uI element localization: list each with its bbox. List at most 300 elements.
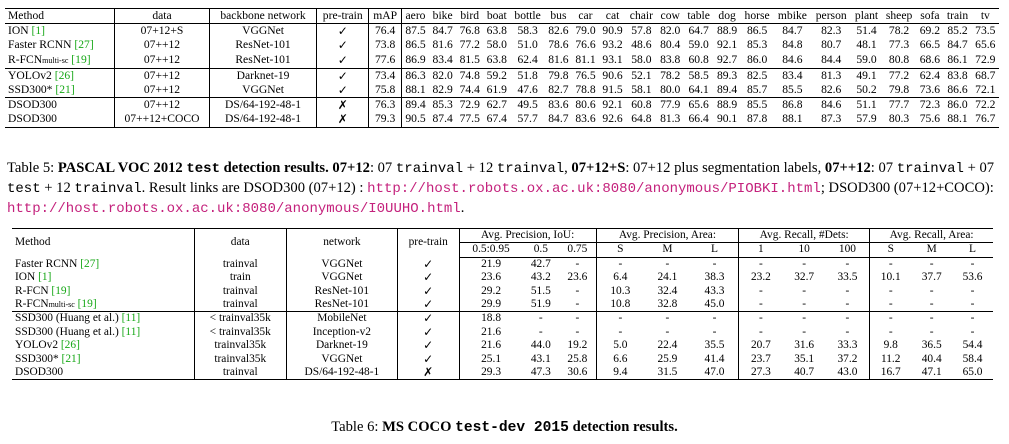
- class-ap-cell: 87.3: [811, 112, 851, 127]
- class-ap-cell: 81.5: [459, 53, 480, 67]
- class-ap-cell: 82.5: [741, 68, 774, 83]
- pretrain-cell: ✓: [317, 24, 369, 39]
- method-name: Faster RCNN: [8, 38, 72, 52]
- class-ap-cell: 86.3: [401, 68, 429, 83]
- method-name: DSOD300: [8, 98, 57, 112]
- class-ap-cell: 49.1: [851, 68, 882, 83]
- class-ap-cell: 83.6: [572, 112, 599, 127]
- metric-cell: 21.6: [459, 326, 523, 339]
- class-ap-cell: 65.6: [975, 38, 996, 52]
- metric-cell: 35.5: [704, 339, 725, 352]
- metric-cell: -: [826, 312, 870, 326]
- class-ap-cell: 60.8: [626, 98, 657, 113]
- class-ap-cell: 90.6: [599, 68, 626, 83]
- caption-6-title: MS COCO: [382, 419, 452, 435]
- metric-cell: -: [845, 298, 850, 311]
- class-ap-cell: 66.4: [684, 112, 714, 127]
- metric-cell: 10.3: [596, 285, 644, 298]
- pretrain-cell: ✓: [397, 257, 459, 271]
- data-cell: trainval: [194, 257, 286, 271]
- method-name: ION: [8, 24, 29, 38]
- table-row: [12, 353, 993, 366]
- class-ap-cell: 64.8: [626, 112, 657, 127]
- class-ap-cell: 90.9: [602, 24, 623, 38]
- metric-cell: 10.1: [870, 271, 912, 284]
- metric-cell: 54.4: [962, 339, 983, 352]
- network-cell: ResNet-101: [286, 285, 397, 298]
- metric-cell: 38.3: [704, 271, 725, 284]
- sub-header: 10: [783, 243, 826, 257]
- table-row: [12, 366, 993, 380]
- method-name: R-FCN: [15, 284, 49, 297]
- pretrain-cell: ✓: [397, 339, 459, 352]
- metric-cell: -: [970, 284, 975, 297]
- data-cell: trainval: [194, 285, 286, 298]
- metric-cell: 10.8: [596, 298, 644, 312]
- metric-cell: 43.1: [530, 352, 551, 365]
- column-header: chair: [626, 9, 657, 24]
- class-ap-cell: 68.6: [919, 53, 941, 67]
- column-header: data: [115, 9, 210, 24]
- class-ap-cell: 75.6: [916, 112, 943, 127]
- method-cell: [12, 353, 194, 366]
- metric-cell: 32.8: [657, 298, 678, 311]
- method-name: ION: [15, 271, 36, 284]
- metric-cell: -: [575, 325, 580, 338]
- caption-5-code: trainval: [74, 181, 142, 197]
- class-ap-cell: 85.7: [746, 83, 768, 97]
- metric-cell: -: [870, 298, 912, 312]
- metric-cell: -: [712, 325, 717, 338]
- class-ap-cell: 92.1: [599, 98, 626, 113]
- class-ap-cell: 63.8: [486, 53, 507, 67]
- network-cell: VGGNet: [286, 353, 397, 366]
- method-cell: [12, 366, 194, 380]
- metric-cell: 25.9: [657, 352, 678, 365]
- class-ap-cell: 86.8: [774, 98, 812, 113]
- metric-cell: 35.1: [794, 352, 815, 365]
- metric-cell: -: [970, 325, 975, 338]
- class-ap-cell: 78.2: [888, 24, 910, 38]
- header-pretrain: pre-train: [397, 229, 459, 258]
- data-cell: 07++12: [115, 98, 210, 113]
- method-name: R-FCN: [15, 298, 49, 311]
- citation: [19]: [51, 284, 71, 297]
- class-ap-cell: 86.1: [947, 53, 968, 67]
- metric-cell: 32.7: [794, 271, 815, 284]
- column-header: mbike: [774, 9, 812, 24]
- class-ap-cell: 79.8: [545, 68, 572, 83]
- citation: [19]: [77, 298, 97, 311]
- metric-cell: 47.1: [911, 366, 952, 380]
- metric-cell: -: [845, 284, 850, 297]
- network-cell: ResNet-101: [286, 298, 397, 312]
- data-cell: trainval35k: [194, 339, 286, 352]
- metric-cell: 21.9: [459, 257, 523, 271]
- class-ap-cell: 87.5: [401, 24, 429, 39]
- metric-cell: 9.4: [596, 366, 644, 380]
- metric-cell: 24.1: [657, 271, 678, 284]
- caption-5-text: : 07: [369, 160, 393, 176]
- metric-cell: -: [783, 312, 826, 326]
- metric-cell: 18.8: [459, 312, 523, 326]
- metric-cell: -: [845, 257, 850, 270]
- column-header: boat: [483, 9, 510, 24]
- metric-cell: 37.2: [837, 352, 858, 365]
- map-cell: 77.6: [369, 53, 402, 69]
- method-cell: [12, 285, 194, 298]
- network-cell: DS/64-192-48-1: [286, 366, 397, 380]
- sub-header: 100: [826, 243, 870, 257]
- table-row: [12, 312, 993, 326]
- metric-cell: 29.9: [459, 298, 523, 312]
- citation: [27]: [80, 257, 100, 270]
- metric-cell: -: [575, 284, 580, 297]
- column-header: bottle: [510, 9, 545, 24]
- metric-cell: 23.6: [459, 271, 523, 284]
- class-ap-cell: 92.1: [716, 38, 738, 52]
- metric-cell: 6.4: [596, 271, 644, 284]
- class-ap-cell: 64.1: [688, 83, 709, 97]
- sub-header: M: [644, 243, 691, 257]
- class-ap-cell: 88.9: [714, 98, 741, 113]
- class-ap-cell: 83.8: [660, 53, 681, 67]
- metric-cell: -: [575, 298, 580, 311]
- class-ap-cell: 73.5: [975, 24, 996, 38]
- backbone-cell: VGGNet: [209, 24, 316, 39]
- network-cell: VGGNet: [286, 257, 397, 271]
- caption-5-text: . Result links are DSOD300 (07+12) :: [141, 180, 364, 196]
- data-cell: 07++12: [115, 68, 210, 83]
- data-cell: 07++12: [115, 53, 210, 69]
- sub-header: 0.75: [559, 243, 596, 257]
- pretrain-cell: ✓: [317, 83, 369, 98]
- citation: [21]: [55, 83, 75, 97]
- caption-5-text: + 12: [44, 180, 71, 196]
- map-cell: 73.8: [369, 38, 402, 52]
- class-ap-cell: 77.7: [882, 98, 917, 113]
- metric-cell: 43.0: [826, 366, 870, 380]
- metric-cell: -: [870, 326, 912, 339]
- table-row: [5, 24, 999, 39]
- class-ap-cell: 85.3: [429, 98, 456, 113]
- class-ap-cell: 78.8: [575, 83, 596, 97]
- caption-6-title-end: detection results.: [572, 419, 678, 435]
- pretrain-cell: ✓: [397, 353, 459, 366]
- class-ap-cell: 86.0: [746, 53, 768, 67]
- sub-header: L: [691, 243, 739, 257]
- metric-cell: 6.6: [596, 353, 644, 366]
- caption-5-def3-key: 07++12: [824, 160, 871, 176]
- class-ap-cell: 76.6: [575, 38, 596, 52]
- metric-cell: 58.4: [962, 352, 983, 365]
- pretrain-cell: ✓: [317, 38, 369, 52]
- metric-cell: 36.5: [921, 339, 942, 352]
- result-link-dsod300-07-12-coco[interactable]: http://host.robots.ox.ac.uk:8080/anonymous/I0UUHO.html: [7, 201, 461, 217]
- method-name: SSD300 (Huang et al.): [15, 312, 119, 325]
- metric-cell: 33.5: [837, 271, 858, 284]
- method-name: Faster RCNN: [15, 257, 78, 270]
- method-name: DSOD300: [8, 112, 57, 126]
- table-row: [5, 53, 999, 69]
- metric-cell: -: [929, 298, 934, 311]
- class-ap-cell: 77.9: [657, 98, 684, 113]
- class-ap-cell: 78.2: [657, 68, 684, 83]
- class-ap-cell: 51.0: [517, 38, 538, 52]
- class-ap-cell: 93.1: [602, 53, 623, 67]
- class-ap-cell: 77.5: [456, 112, 483, 127]
- table-6-ms-coco-results: [12, 228, 993, 380]
- class-ap-cell: 82.6: [548, 24, 569, 38]
- metric-cell: -: [739, 298, 783, 312]
- metric-cell: -: [845, 325, 850, 338]
- class-ap-cell: 62.4: [517, 53, 538, 67]
- method-cell: [12, 312, 194, 326]
- metric-cell: -: [952, 312, 993, 326]
- class-ap-cell: 59.0: [856, 53, 877, 67]
- caption-5-text: .: [460, 200, 465, 216]
- metric-cell: 40.7: [783, 366, 826, 380]
- backbone-cell: ResNet-101: [209, 53, 316, 69]
- data-cell: train: [194, 271, 286, 284]
- map-cell: 75.8: [369, 83, 402, 98]
- method-subscript: multi-sc: [48, 300, 75, 310]
- class-ap-cell: 80.3: [882, 112, 917, 127]
- class-ap-cell: 50.2: [856, 83, 877, 97]
- caption-5-text: : 07+12 plus segmentation labels,: [625, 160, 822, 176]
- header-ar-area: Avg. Recall, Area:: [870, 229, 993, 243]
- sub-header: 0.5: [523, 243, 559, 257]
- citation: [11]: [121, 325, 141, 338]
- metric-cell: 47.3: [523, 366, 559, 380]
- metric-cell: -: [596, 326, 644, 339]
- class-ap-cell: 83.4: [432, 53, 453, 67]
- class-ap-cell: 90.5: [401, 112, 429, 127]
- class-ap-cell: 72.9: [456, 98, 483, 113]
- metric-cell: -: [970, 298, 975, 311]
- class-ap-cell: 84.8: [782, 38, 803, 52]
- class-ap-cell: 60.8: [688, 53, 709, 67]
- table-row: [12, 326, 993, 339]
- method-cell: [12, 257, 194, 271]
- column-header: mAP: [369, 9, 402, 24]
- table-5-caption: Table 5: PASCAL VOC 2012 test detection results. 07+12: 07 trainval + 12 trainval, 07+12+S: 07+12 plus segmentation labels, 07++12: 07 trainval + 07 test + 12 trainval. Result links are DSOD300 (07+12) : http://host.robots.ox.ac.uk:8080/anonymous/PIOBKI.html; DSOD300 (07+12+COCO): http://host.robots.ox.ac.uk:8080/anonymous/I0UUHO.html.: [7, 160, 995, 217]
- caption-5-def1-key: 07+12: [332, 160, 370, 176]
- caption-5-title-end: detection results.: [223, 160, 329, 176]
- method-cell: [12, 298, 194, 312]
- method-cell: [5, 24, 115, 39]
- column-header: bus: [545, 9, 572, 24]
- method-name: R-FCN: [8, 52, 43, 66]
- column-header: train: [943, 9, 971, 24]
- map-cell: 76.4: [369, 24, 402, 39]
- class-ap-cell: 59.0: [688, 38, 709, 52]
- table-row: [5, 112, 999, 127]
- class-ap-cell: 52.1: [626, 68, 657, 83]
- class-ap-cell: 84.6: [811, 98, 851, 113]
- class-ap-cell: 80.7: [821, 38, 842, 52]
- header-data: data: [194, 229, 286, 258]
- data-cell: 07+12+S: [115, 24, 210, 39]
- column-header: cat: [599, 9, 626, 24]
- column-header: pre-train: [317, 9, 369, 24]
- table-row: [5, 68, 999, 83]
- class-ap-cell: 81.1: [575, 53, 596, 67]
- class-ap-cell: 78.6: [548, 38, 569, 52]
- class-ap-cell: 80.6: [572, 98, 599, 113]
- class-ap-cell: 86.0: [943, 98, 971, 113]
- metric-cell: 22.4: [657, 339, 678, 352]
- network-cell: Inception-v2: [286, 326, 397, 339]
- method-cell: [12, 339, 194, 352]
- class-ap-cell: 69.2: [919, 24, 941, 38]
- class-ap-cell: 58.1: [631, 83, 652, 97]
- class-ap-cell: 90.1: [714, 112, 741, 127]
- class-ap-cell: 72.9: [975, 53, 996, 67]
- method-cell: [12, 271, 194, 284]
- sub-header: 0.5:0.95: [459, 243, 523, 257]
- metric-cell: -: [538, 325, 543, 338]
- header-method: Method: [12, 229, 194, 258]
- metric-cell: 5.0: [596, 339, 644, 352]
- metric-cell: 29.2: [459, 285, 523, 298]
- class-ap-cell: 62.4: [916, 68, 943, 83]
- header-network: network: [286, 229, 397, 258]
- class-ap-cell: 65.6: [684, 98, 714, 113]
- pretrain-cell: ✓: [317, 53, 369, 69]
- class-ap-cell: 82.7: [548, 83, 569, 97]
- class-ap-cell: 84.4: [821, 53, 842, 67]
- citation: [1]: [31, 24, 46, 38]
- caption-5-label: Table 5:: [7, 160, 55, 176]
- class-ap-cell: 87.4: [429, 112, 456, 127]
- class-ap-cell: 84.7: [545, 112, 572, 127]
- class-ap-cell: 82.9: [432, 83, 453, 97]
- header-ar-dets: Avg. Recall, #Dets:: [739, 229, 870, 243]
- column-header: horse: [741, 9, 774, 24]
- class-ap-cell: 72.1: [975, 83, 996, 97]
- class-ap-cell: 83.6: [545, 98, 572, 113]
- column-header: car: [572, 9, 599, 24]
- citation: [1]: [38, 271, 52, 284]
- class-ap-cell: 80.0: [660, 83, 681, 97]
- metric-cell: -: [870, 312, 912, 326]
- caption-6-code: test-dev 2015: [455, 420, 569, 436]
- column-header: bike: [429, 9, 456, 24]
- sub-header: S: [870, 243, 912, 257]
- metric-cell: -: [802, 325, 807, 338]
- metric-cell: -: [929, 257, 934, 270]
- table-row: [12, 271, 993, 284]
- metric-cell: -: [911, 312, 952, 326]
- class-ap-cell: 93.2: [602, 38, 623, 52]
- citation: [26]: [60, 339, 80, 352]
- table-6-caption: [0, 418, 1009, 437]
- table-5-header-row: [5, 9, 999, 24]
- class-ap-cell: 85.3: [746, 38, 768, 52]
- class-ap-cell: 84.6: [782, 53, 803, 67]
- metric-cell: -: [665, 257, 670, 270]
- map-cell: 76.3: [369, 98, 402, 113]
- metric-cell: -: [712, 257, 717, 270]
- table-row: [12, 257, 993, 271]
- pretrain-cell: ✓: [397, 312, 459, 326]
- metric-cell: 30.6: [559, 366, 596, 380]
- class-ap-cell: 51.8: [510, 68, 545, 83]
- class-ap-cell: 47.6: [517, 83, 538, 97]
- class-ap-cell: 57.9: [851, 112, 882, 127]
- metric-cell: 42.7: [530, 257, 551, 270]
- caption-5-def2-key: 07+12+S: [571, 160, 626, 176]
- column-header: sheep: [882, 9, 917, 24]
- data-cell: 07++12: [115, 38, 210, 52]
- method-cell: [5, 68, 115, 83]
- table-row: [5, 38, 999, 52]
- class-ap-cell: 80.8: [888, 53, 910, 67]
- class-ap-cell: 86.6: [947, 83, 968, 97]
- citation: [27]: [74, 38, 94, 52]
- sub-header: M: [911, 243, 952, 257]
- metric-cell: 20.7: [739, 339, 783, 352]
- class-ap-cell: 92.7: [716, 53, 738, 67]
- metric-cell: -: [970, 257, 975, 270]
- class-ap-cell: 51.1: [851, 98, 882, 113]
- caption-5-text: ; DSOD300 (07+12+COCO):: [820, 180, 994, 196]
- caption-5-code: trainval: [496, 161, 565, 177]
- method-cell: [5, 98, 115, 113]
- metric-cell: 31.5: [644, 366, 691, 380]
- caption-5-text: : 07: [870, 160, 894, 176]
- header-ap-area: Avg. Precision, Area:: [596, 229, 738, 243]
- metric-cell: 25.8: [567, 352, 588, 365]
- class-ap-cell: 91.5: [602, 83, 623, 97]
- method-name: SSD300*: [8, 83, 53, 97]
- class-ap-cell: 72.2: [972, 98, 999, 113]
- class-ap-cell: 84.7: [947, 38, 968, 52]
- class-ap-cell: 48.1: [856, 38, 877, 52]
- class-ap-cell: 86.5: [401, 38, 429, 52]
- header-ap-iou: Avg. Precision, IoU:: [459, 229, 596, 243]
- column-header: bird: [456, 9, 483, 24]
- class-ap-cell: 81.6: [548, 53, 569, 67]
- sub-header: L: [952, 243, 993, 257]
- class-ap-cell: 58.3: [517, 24, 538, 38]
- class-ap-cell: 63.8: [486, 24, 507, 38]
- result-link-dsod300-07-12[interactable]: http://host.robots.ox.ac.uk:8080/anonymous/PIOBKI.html: [367, 181, 821, 197]
- class-ap-cell: 81.3: [811, 68, 851, 83]
- metric-cell: 23.2: [739, 271, 783, 284]
- method-cell: [5, 112, 115, 127]
- class-ap-cell: 77.2: [459, 38, 480, 52]
- pretrain-cell: ✓: [397, 298, 459, 312]
- metric-cell: 33.3: [837, 339, 858, 352]
- metric-cell: -: [739, 257, 783, 271]
- network-cell: MobileNet: [286, 312, 397, 326]
- class-ap-cell: 86.5: [746, 24, 768, 38]
- class-ap-cell: 66.5: [919, 38, 941, 52]
- class-ap-cell: 83.4: [774, 68, 812, 83]
- class-ap-cell: 92.6: [599, 112, 626, 127]
- table-row: [12, 339, 993, 352]
- class-ap-cell: 81.3: [657, 112, 684, 127]
- backbone-cell: ResNet-101: [209, 38, 316, 52]
- class-ap-cell: 79.8: [888, 83, 910, 97]
- class-ap-cell: 67.4: [483, 112, 510, 127]
- class-ap-cell: 58.0: [631, 53, 652, 67]
- metric-cell: 41.4: [704, 352, 725, 365]
- data-cell: trainval: [194, 366, 286, 380]
- class-ap-cell: 49.5: [510, 98, 545, 113]
